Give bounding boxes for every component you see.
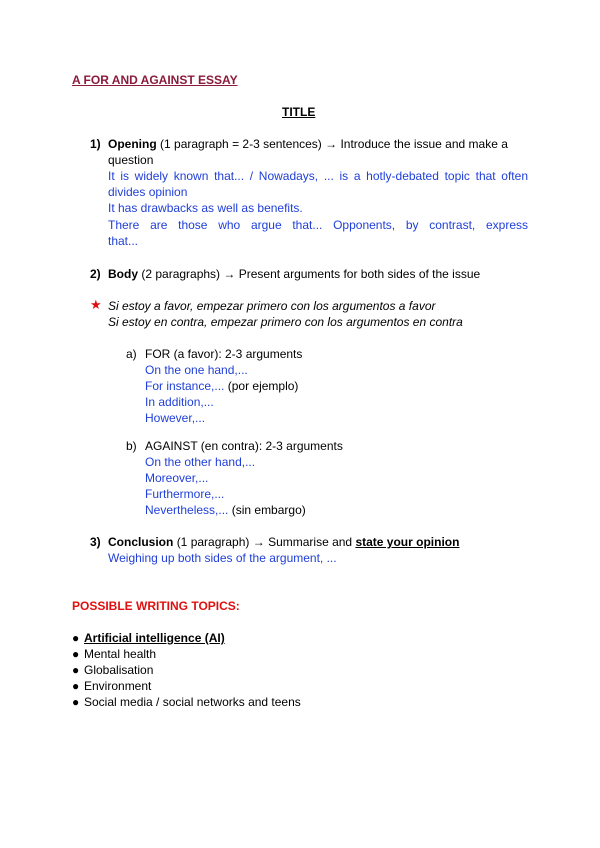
body-label: Body <box>108 267 138 281</box>
opening-label: Opening <box>108 137 157 151</box>
against-item-2: Moreover,... <box>145 471 209 485</box>
opening-example-3: It has drawbacks as well as benefits. <box>108 201 303 215</box>
topic-label: Social media / social networks and teens <box>84 695 301 709</box>
for-item-1: On the one hand,... <box>145 363 248 377</box>
topic-label: Environment <box>84 679 152 693</box>
bullet-icon: ● <box>72 647 80 661</box>
topic-label: Globalisation <box>84 663 154 677</box>
against-item-1: On the other hand,... <box>145 455 256 469</box>
topic-item <box>72 662 153 678</box>
opening-number: 1) <box>90 137 101 151</box>
conclusion-detail: (1 paragraph) → Summarise and <box>176 535 353 549</box>
opening-detail: (1 paragraph = 2-3 sentences) → Introduce the issue and make a <box>160 137 508 151</box>
conclusion-example: Weighing up both sides of the argument, ... <box>108 551 337 565</box>
opening-example-2: divides opinion <box>108 185 188 199</box>
opening-line <box>108 136 528 152</box>
topic-item <box>72 694 301 710</box>
against-heading: AGAINST (en contra): 2-3 arguments <box>145 439 343 453</box>
bullet-icon: ● <box>72 663 80 677</box>
opening-example-4: There are those who argue that... Opponents, by contrast, express <box>108 218 528 232</box>
body-detail: (2 paragraphs) → Present arguments for both sides of the issue <box>141 267 481 281</box>
conclusion-label: Conclusion <box>108 535 174 549</box>
for-item-3: In addition,... <box>145 395 214 409</box>
topic-label: Artificial intelligence (AI) <box>84 631 225 645</box>
bullet-icon: ● <box>72 679 80 693</box>
for-item-2-line <box>145 378 298 394</box>
opening-example-5: that... <box>108 234 139 248</box>
against-item-4-line <box>145 502 306 518</box>
against-marker: b) <box>126 439 137 453</box>
for-item-2: For instance,... <box>145 379 225 393</box>
for-heading: FOR (a favor): 2-3 arguments <box>145 347 303 361</box>
for-instance-note: (por ejemplo) <box>227 379 299 393</box>
page-title: TITLE <box>282 105 316 119</box>
conclusion-line <box>108 534 459 550</box>
essay-type-heading: A FOR AND AGAINST ESSAY <box>72 73 238 87</box>
conclusion-number: 3) <box>90 535 101 549</box>
note-line-1: Si estoy a favor, empezar primero con los argumentos a favor <box>108 299 436 313</box>
bullet-icon: ● <box>72 695 80 709</box>
note-line-2: Si estoy en contra, empezar primero con los argumentos en contra <box>108 315 463 329</box>
topic-item <box>72 630 225 646</box>
body-number: 2) <box>90 267 101 281</box>
topic-label: Mental health <box>84 647 157 661</box>
opening-detail-cont: question <box>108 153 154 167</box>
for-item-4: However,... <box>145 411 206 425</box>
topic-item <box>72 678 151 694</box>
nevertheless-note: (sin embargo) <box>231 503 306 517</box>
topics-heading: POSSIBLE WRITING TOPICS: <box>72 599 240 613</box>
star-icon: ★ <box>90 297 102 312</box>
conclusion-emphasis: state your opinion <box>355 535 460 549</box>
body-line <box>108 266 480 282</box>
opening-example-1: It is widely known that... / Nowadays, ... is a hotly-debated topic that often <box>108 169 528 183</box>
against-item-4: Nevertheless,... <box>145 503 229 517</box>
against-item-3: Furthermore,... <box>145 487 225 501</box>
topic-item <box>72 646 156 662</box>
for-marker: a) <box>126 347 137 361</box>
bullet-icon: ● <box>72 631 80 645</box>
